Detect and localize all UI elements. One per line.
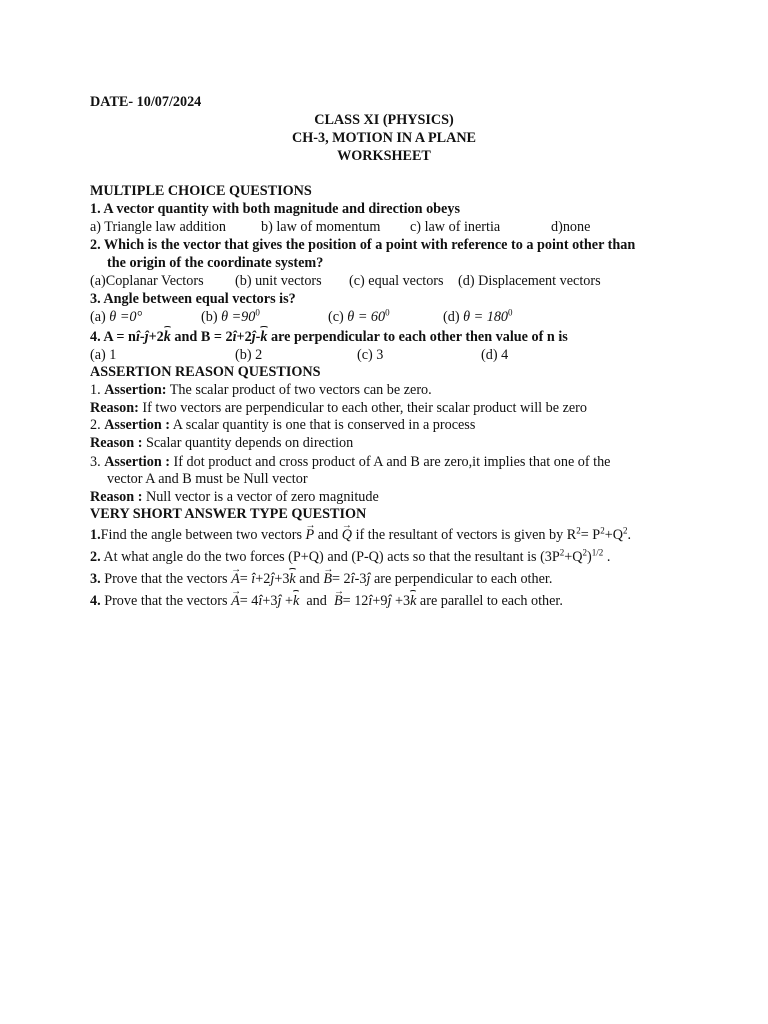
vsa-q3 — [90, 571, 552, 588]
vsa-q1-num: 1. — [90, 527, 101, 543]
mcq-q1-option-b: b) law of momentum — [261, 219, 381, 235]
mcq-q2-line1: 2. Which is the vector that gives the position of a point with reference to a point other than — [90, 237, 636, 253]
vsa-q4-t1: Prove that the vectors — [100, 593, 232, 609]
assertion-heading: ASSERTION REASON QUESTIONS — [90, 364, 321, 380]
vsa-q4-num: 4. — [90, 593, 101, 609]
assertion-2-text: A scalar quantity is one that is conserved in a process — [170, 417, 476, 433]
vsa-q3-k-hat: k — [289, 571, 296, 587]
date-line: DATE- 10/07/2024 — [90, 94, 202, 110]
vector-p: → P — [306, 527, 315, 544]
option-c-expr: θ = 60 — [347, 309, 386, 325]
vsa-q2-t3: ) — [587, 549, 592, 565]
vsa-q4-p3: +9 — [372, 593, 388, 609]
q4-prefix: 4. A = n — [90, 329, 136, 345]
vsa-q1 — [90, 527, 631, 544]
assertion-1-num: 1. — [90, 382, 101, 398]
vsa-q4-and: and — [299, 593, 334, 609]
vector-a: → A — [231, 571, 240, 588]
vsa-q4-j-hat-2: ĵ — [387, 593, 392, 609]
assertion-2 — [90, 417, 475, 434]
vsa-q3-j-hat-2: ĵ — [366, 571, 371, 587]
vsa-q2-t2: +Q — [564, 549, 583, 565]
chapter-title: CH-3, MOTION IN A PLANE — [291, 130, 477, 146]
option-d-expr: θ = 180 — [463, 309, 509, 325]
vsa-q4-t2: are parallel to each other. — [416, 593, 563, 609]
vsa-q4-e2: = 12 — [342, 593, 369, 609]
option-b-sup: 0 — [255, 307, 260, 318]
vsa-q4-i-hat: î — [258, 593, 263, 609]
option-d-sup: 0 — [508, 307, 513, 318]
mcq-q3-text: 3. Angle between equal vectors is? — [90, 291, 296, 307]
vsa-q4-p4: +3 — [391, 593, 411, 609]
q4-suffix: are perpendicular to each other then value of n is — [267, 329, 568, 345]
mcq-q1-option-d: d)none — [551, 219, 591, 235]
vsa-q2-t1: At what angle do the two forces (P+Q) and (P-Q) acts so that the resultant is (3P — [100, 549, 560, 565]
vsa-q1-s3: 2 — [622, 525, 628, 536]
option-d-label: (d) — [443, 309, 460, 325]
assertion-3-num: 3. — [90, 454, 101, 470]
vsa-q1-t2: if the resultant of vectors is given by R — [352, 527, 577, 543]
vector-a: → A — [231, 593, 240, 610]
mcq-q2-option-b: (b) unit vectors — [235, 273, 322, 289]
assertion-3-label: Assertion : — [104, 454, 170, 470]
vsa-q3-j-hat: ĵ — [270, 571, 275, 587]
vsa-q3-e1: = — [239, 571, 252, 587]
option-c-sup: 0 — [385, 307, 390, 318]
q4-k-hat-2: k — [260, 329, 268, 345]
vsa-q3-p2: +3 — [274, 571, 290, 587]
mcq-q2-option-d: (d) Displacement vectors — [458, 273, 601, 289]
reason-1 — [90, 400, 587, 417]
vsa-heading: VERY SHORT ANSWER TYPE QUESTION — [90, 506, 367, 522]
mcq-q2-line2: the origin of the coordinate system? — [107, 255, 324, 271]
reason-2-text: Scalar quantity depends on direction — [142, 435, 354, 451]
vsa-q4-j-hat: ĵ — [277, 593, 282, 609]
reason-3 — [90, 489, 379, 506]
vsa-q4-p2: + — [281, 593, 293, 609]
option-c-label: (c) — [328, 309, 344, 325]
assertion-1-label: Assertion: — [104, 382, 167, 398]
vsa-q1-t5: . — [627, 527, 631, 543]
vector-b: → B — [334, 593, 343, 610]
vsa-q2-t4: . — [603, 549, 611, 565]
vsa-q3-i-hat-2: î — [350, 571, 355, 587]
reason-3-text: Null vector is a vector of zero magnitude — [142, 489, 379, 505]
reason-1-label: Reason: — [90, 400, 139, 416]
q4-op-1: - — [139, 329, 145, 345]
vsa-q3-i-hat: î — [251, 571, 256, 587]
vsa-q4-k-hat: k — [292, 593, 300, 609]
class-title: CLASS XI (PHYSICS) — [314, 112, 454, 128]
vsa-q1-t4: +Q — [604, 527, 623, 543]
vsa-q4-p1: +3 — [262, 593, 278, 609]
mcq-q4-option-b: (b) 2 — [235, 347, 263, 363]
vsa-q4-k-hat-2: k — [410, 593, 417, 609]
option-b-label: (b) — [201, 309, 218, 325]
vector-b: → B — [323, 571, 332, 588]
assertion-3-continuation: vector A and B must be Null vector — [107, 471, 308, 487]
vsa-q3-num: 3. — [90, 571, 101, 587]
vsa-q2-s3: 1/2 — [591, 547, 604, 558]
vsa-q1-and: and — [314, 527, 342, 543]
mcq-q3-option-d — [443, 309, 513, 326]
mcq-q3-option-b — [201, 309, 260, 326]
assertion-3 — [90, 454, 610, 471]
vector-q: → Q — [342, 527, 352, 544]
vsa-q3-t1: Prove that the vectors — [100, 571, 232, 587]
vsa-q2-s1: 2 — [559, 547, 565, 558]
worksheet-title: WORKSHEET — [337, 148, 431, 164]
reason-2 — [90, 435, 353, 452]
mcq-q4-option-d: (d) 4 — [481, 347, 509, 363]
mcq-q1-text: 1. A vector quantity with both magnitude and direction obeys — [90, 201, 460, 217]
q4-op-2: +2 — [148, 329, 164, 345]
q4-i-hat-1: î — [135, 329, 140, 345]
reason-3-label: Reason : — [90, 489, 143, 505]
vsa-q3-p1: +2 — [255, 571, 271, 587]
assertion-3-text: If dot product and cross product of A and B are zero,it implies that one of the — [170, 454, 611, 470]
vsa-q1-t1: Find the angle between two vectors — [100, 527, 306, 543]
mcq-q1-option-a: a) Triangle law addition — [90, 219, 226, 235]
assertion-2-num: 2. — [90, 417, 101, 433]
vsa-q2 — [90, 549, 610, 566]
vsa-q2-s2: 2 — [582, 547, 588, 558]
mcq-q2-option-a: (a)Coplanar Vectors — [90, 273, 204, 289]
mcq-q3-option-a — [90, 309, 142, 326]
q4-j-hat-2: ĵ — [251, 329, 256, 345]
mcq-q4-text — [90, 329, 568, 346]
vsa-q1-t3: = P — [580, 527, 601, 543]
vsa-q1-s2: 2 — [600, 525, 605, 536]
q4-k-hat-1: k — [163, 329, 171, 345]
assertion-1 — [90, 382, 432, 399]
vsa-q3-and: and — [295, 571, 324, 587]
mcq-heading: MULTIPLE CHOICE QUESTIONS — [90, 183, 312, 199]
q4-op-4: - — [255, 329, 261, 345]
assertion-2-label: Assertion : — [104, 417, 170, 433]
mcq-q2-option-c: (c) equal vectors — [349, 273, 444, 289]
option-a-expr: θ =0° — [109, 309, 143, 325]
q4-mid: and B = 2 — [170, 329, 233, 345]
q4-op-3: +2 — [236, 329, 252, 345]
mcq-q3-option-c — [328, 309, 390, 326]
vsa-q2-num: 2. — [90, 549, 101, 565]
mcq-q4-option-a: (a) 1 — [90, 347, 117, 363]
q4-i-hat-2: î — [232, 329, 237, 345]
vsa-q4 — [90, 593, 563, 610]
reason-1-text: If two vectors are perpendicular to each other, their scalar product will be zero — [138, 400, 587, 416]
option-a-label: (a) — [90, 309, 106, 325]
vsa-q4-e1: = 4 — [239, 593, 259, 609]
mcq-q4-option-c: (c) 3 — [357, 347, 384, 363]
q4-j-hat-1: ĵ — [144, 329, 149, 345]
vsa-q4-i-hat-2: î — [368, 593, 373, 609]
assertion-1-text: The scalar product of two vectors can be zero. — [166, 382, 432, 398]
mcq-q1-option-c: c) law of inertia — [410, 219, 501, 235]
vsa-q3-p3: -3 — [354, 571, 367, 587]
option-b-expr: θ =90 — [221, 309, 256, 325]
vsa-q3-t2: are perpendicular to each other. — [370, 571, 553, 587]
vsa-q1-s1: 2 — [576, 525, 581, 536]
vsa-q3-e2: = 2 — [332, 571, 351, 587]
reason-2-label: Reason : — [90, 435, 143, 451]
